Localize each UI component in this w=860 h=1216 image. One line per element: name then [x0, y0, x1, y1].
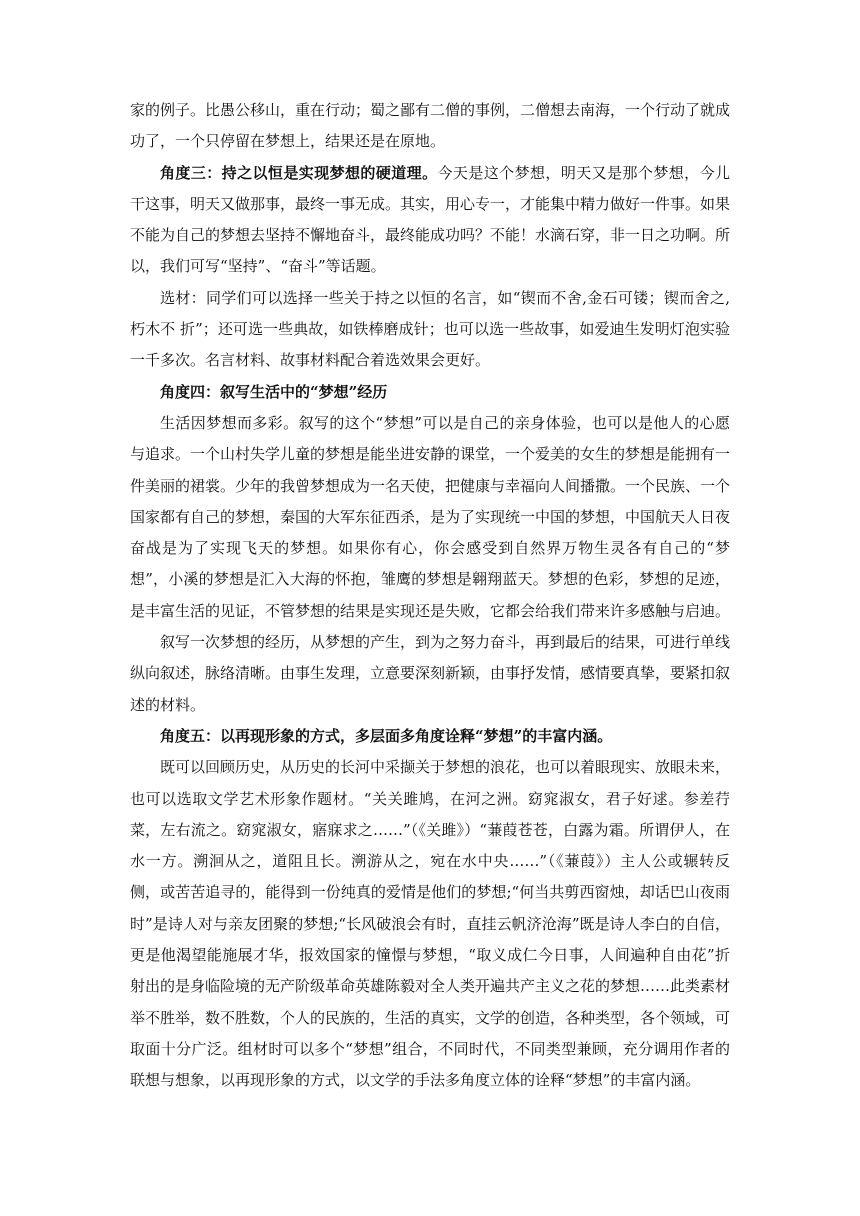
paragraph-angle-three	[130, 158, 730, 283]
paragraph-angle-four	[130, 377, 730, 408]
angle-five-heading: 角度五：以再现形象的方式，多层面多角度诠释“梦想”的丰富内涵。	[160, 726, 613, 745]
paragraph-history-literature	[130, 752, 730, 1096]
paragraph-continuation	[130, 95, 730, 158]
paragraph-narrative	[130, 627, 730, 721]
paragraph-text: 今天是这个梦想，明天又是那个梦想，今儿干这事，明天又做那事，最终一事无成。其实，用心专一，才能集中精力做好一件事。如果不能为自己的梦想去坚持不懈地奋斗，最终能成功吗？不能！水滴石穿，非一日之功啊。所以，我们可写“坚持”、“奋斗”等话题。	[130, 163, 731, 276]
angle-three-heading: 角度三：持之以恒是实现梦想的硬道理。	[160, 163, 438, 182]
paragraph-text: 选材：同学们可以选择一些关于持之以恒的名言，如“锲而不舍,金石可镂；锲而舍之,朽木不 折”；还可选一些典故，如铁棒磨成针；也可以选一些故事，如爱迪生发明灯泡实验一千多次。名言材料、故事材料配合着选效果会更好。	[130, 288, 730, 370]
paragraph-text: 生活因梦想而多彩。叙写的这个“梦想”可以是自己的亲身体验，也可以是他人的心愿与追求。一个山村失学儿童的梦想是能坐进安静的课堂，一个爱美的女生的梦想是能拥有一件美丽的裙裳。少年的我曾梦想成为一名天使，把健康与幸福向人间播撒。一个民族、一个国家都有自己的梦想，秦国的大军东征西杀，是为了实现统一中国的梦想，中国航天人日夜奋战是为了实现飞天的梦想。如果你有心，你会感受到自然界万物生灵各有自己的“梦想”，小溪的梦想是汇入大海的怀抱，雏鹰的梦想是翱翔蓝天。梦想的色彩，梦想的足迹，是丰富生活的见证，不管梦想的结果是实现还是失败，它都会给我们带来许多感触与启迪。	[130, 413, 731, 620]
paragraph-text: 叙写一次梦想的经历，从梦想的产生，到为之努力奋斗，再到最后的结果，可进行单线纵向叙述，脉络清晰。由事生发理，立意要深刻新颖，由事抒发情，感情要真挚，要紧扣叙述的材料。	[130, 633, 731, 714]
angle-four-heading: 角度四：叙写生活中的“梦想”经历	[160, 382, 388, 401]
paragraph-material-selection	[130, 283, 730, 377]
paragraph-angle-five	[130, 721, 730, 752]
paragraph-text: 既可以回顾历史，从历史的长河中采撷关于梦想的浪花，也可以着眼现实、放眼未来，也可以选取文学艺术形象作题材。“关关雎鸠，在河之洲。窈窕淑女，君子好逑。参差荇菜，左右流之。窈窕淑女，寤寐求之……”（《关雎》）“蒹葭苍苍，白露为霜。所谓伊人，在水一方。溯洄从之，道阻且长。溯游从之，宛在水中央……”（《蒹葭》）主人公或辗转反侧，或苦苦追寻的，能得到一份纯真的爱情是他们的梦想;“何当共剪西窗烛，却话巴山夜雨时”是诗人对与亲友团聚的梦想;“长风破浪会有时，直挂云帆济沧海”既是诗人李白的自信，更是他渴望能施展才华，报效国家的憧憬与梦想，“取义成仁今日事，人间遍种自由花”折射出的是身临险境的无产阶级革命英雄陈毅对全人类开遍共产主义之花的梦想……此类素材举不胜举，数不胜数，个人的民族的，生活的真实，文学的创造，各种类型，各个领域，可取面十分广泛。组材时可以多个“梦想”组合，不同时代，不同类型兼顾，充分调用作者的联想与想象，以再现形象的方式，以文学的手法多角度立体的诠释“梦想”的丰富内涵。	[130, 758, 731, 1090]
document-page	[130, 95, 730, 1097]
paragraph-text: 家的例子。比愚公移山，重在行动；蜀之鄙有二僧的事例，二僧想去南海，一个行动了就成功了，一个只停留在梦想上，结果还是在原地。	[130, 101, 731, 151]
paragraph-life-dreams	[130, 408, 730, 627]
